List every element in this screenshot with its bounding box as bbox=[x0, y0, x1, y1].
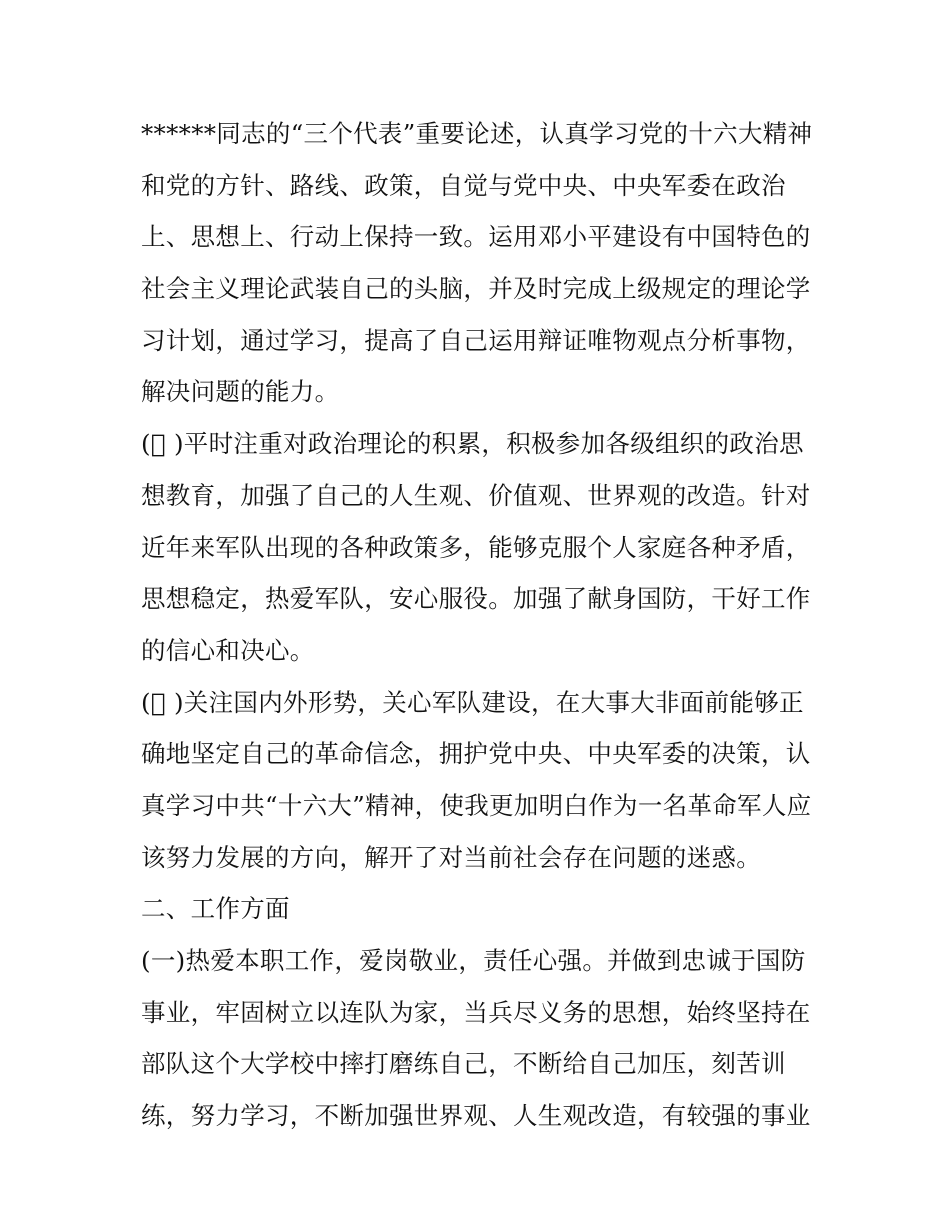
text-line: 该努力发展的方向，解开了对当前社会存在问题的迷惑。 bbox=[141, 842, 761, 872]
text-line: 思想稳定，热爱军队，安心服役。加强了献身国防，干好工作 bbox=[141, 584, 811, 614]
text-line: 解决问题的能力。 bbox=[141, 377, 340, 407]
text-line: 社会主义理论武装自己的头脑，并及时完成上级规定的理论学 bbox=[141, 274, 811, 304]
text-line: 近年来军队出现的各种政策多，能够克服个人家庭各种矛盾， bbox=[141, 532, 811, 562]
text-line: 和党的方针、路线、政策，自觉与党中央、中央军委在政治 bbox=[141, 170, 786, 200]
text-line: 部队这个大学校中摔打磨练自己，不断给自己加压，刻苦训 bbox=[141, 1049, 786, 1079]
text-line: (一)热爱本职工作，爱岗敬业，责任心强。并做到忠诚于国防 bbox=[141, 946, 806, 975]
text-line: ******同志的“三个代表”重要论述，认真学习党的十六大精神 bbox=[141, 119, 813, 148]
text-line: 确地坚定自己的革命信念，拥护党中央、中央军委的决策，认 bbox=[141, 739, 811, 769]
text-line: 练，努力学习，不断加强世界观、人生观改造，有较强的事业 bbox=[141, 1101, 811, 1131]
text-line: 真学习中共“十六大”精神，使我更加明白作为一名革命军人应 bbox=[141, 790, 812, 820]
text-line: 想教育，加强了自己的人生观、价值观、世界观的改造。针对 bbox=[141, 480, 811, 510]
text-line: 的信心和决心。 bbox=[141, 635, 315, 665]
text-line: 事业，牢固树立以连队为家，当兵尽义务的思想，始终坚持在 bbox=[141, 997, 811, 1027]
text-line: (􀀁 )关注国内外形势，关心军队建设，在大事大非面前能够正 bbox=[141, 687, 804, 717]
section-heading: 二、工作方面 bbox=[141, 894, 290, 924]
document-body bbox=[141, 108, 821, 1142]
text-line: 习计划，通过学习，提高了自己运用辩证唯物观点分析事物， bbox=[141, 325, 811, 355]
text-line: 上、思想上、行动上保持一致。运用邓小平建设有中国特色的 bbox=[141, 222, 811, 252]
text-line: (􀀁 )平时注重对政治理论的积累，积极参加各级组织的政治思 bbox=[141, 429, 804, 459]
